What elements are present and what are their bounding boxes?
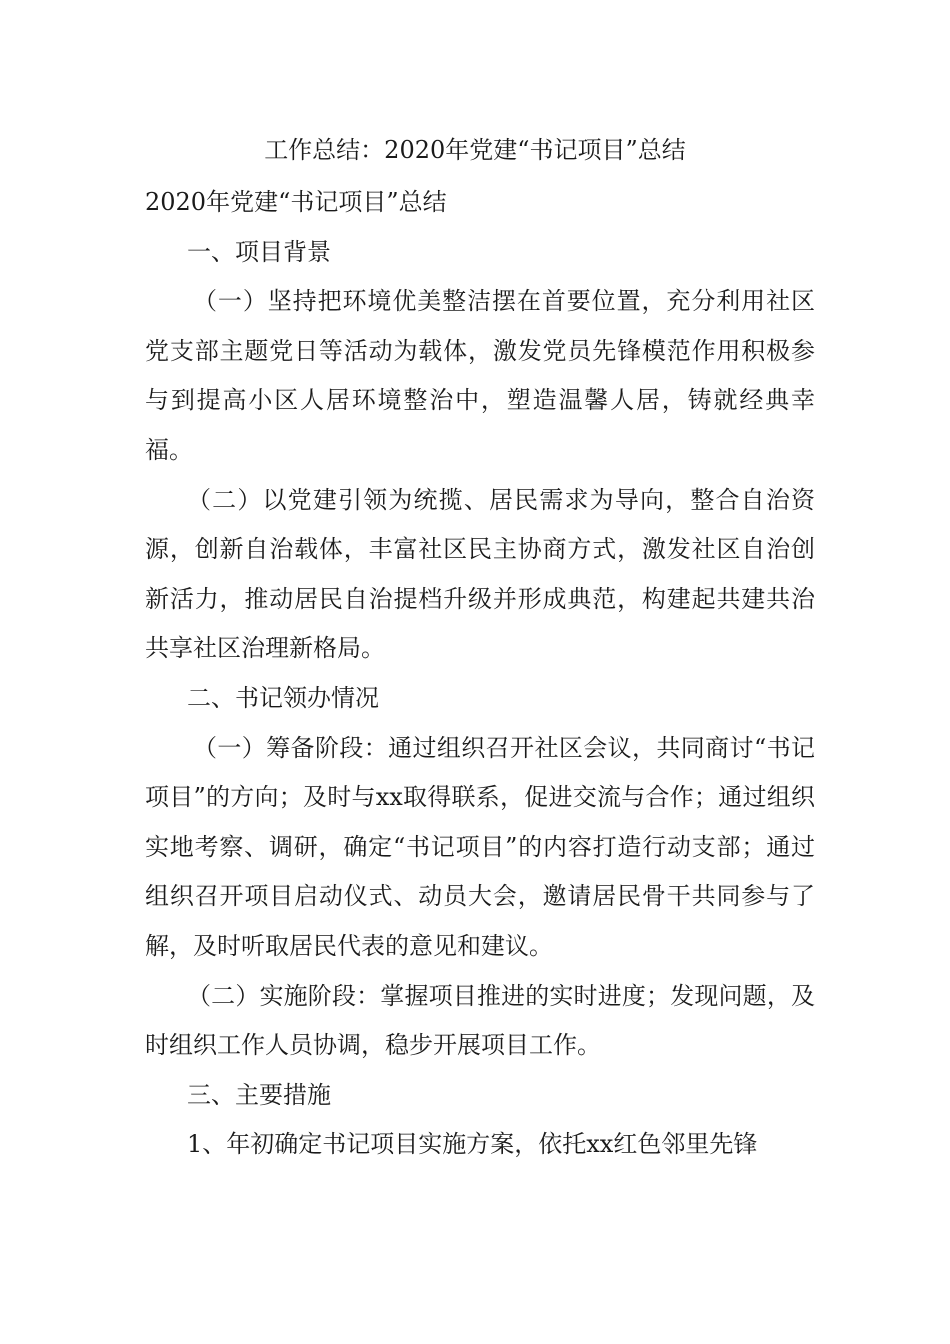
section-heading-secretary-lead: 二、书记领办情况 [187, 683, 379, 712]
section-heading-main-measures: 三、主要措施 [187, 1080, 331, 1109]
paragraph-background-1: （一）坚持把环境优美整洁摆在首要位置，充分利用社区党支部主题党日等活动为载体，激发党员先锋模范作用积极参与到提高小区人居环境整治中，塑造温馨人居，铸就经典幸福。 [145, 287, 815, 464]
section-heading-background: 一、项目背景 [187, 237, 331, 266]
document-body [145, 178, 815, 1170]
document-subtitle: 2020年党建“书记项目”总结 [145, 188, 447, 216]
paragraph-background-2: （二）以党建引领为统揽、居民需求为导向，整合自治资源，创新自治载体，丰富社区民主协商方式，激发社区自治创新活力，推动居民自治提档升级并形成典范，构建起共建共治共享社区治理新格局。 [145, 485, 815, 663]
paragraph-preparation-stage: （一）筹备阶段：通过组织召开社区会议，共同商讨“书记项目”的方向；及时与xx取得联系，促进交流与合作；通过组织实地考察、调研，确定“书记项目”的内容打造行动支部；通过组织召开项目启动仪式、动员大会，邀请居民骨干共同参与了解，及时听取居民代表的意见和建议。 [145, 733, 815, 960]
paragraph-implementation-stage: （二）实施阶段：掌握项目推进的实时进度；发现问题，及时组织工作人员协调，稳步开展项目工作。 [145, 981, 815, 1060]
paragraph-measure-1: 1、年初确定书记项目实施方案，依托xx红色邻里先锋 [187, 1130, 758, 1159]
document-title: 工作总结：2020年党建“书记项目”总结 [264, 136, 686, 164]
